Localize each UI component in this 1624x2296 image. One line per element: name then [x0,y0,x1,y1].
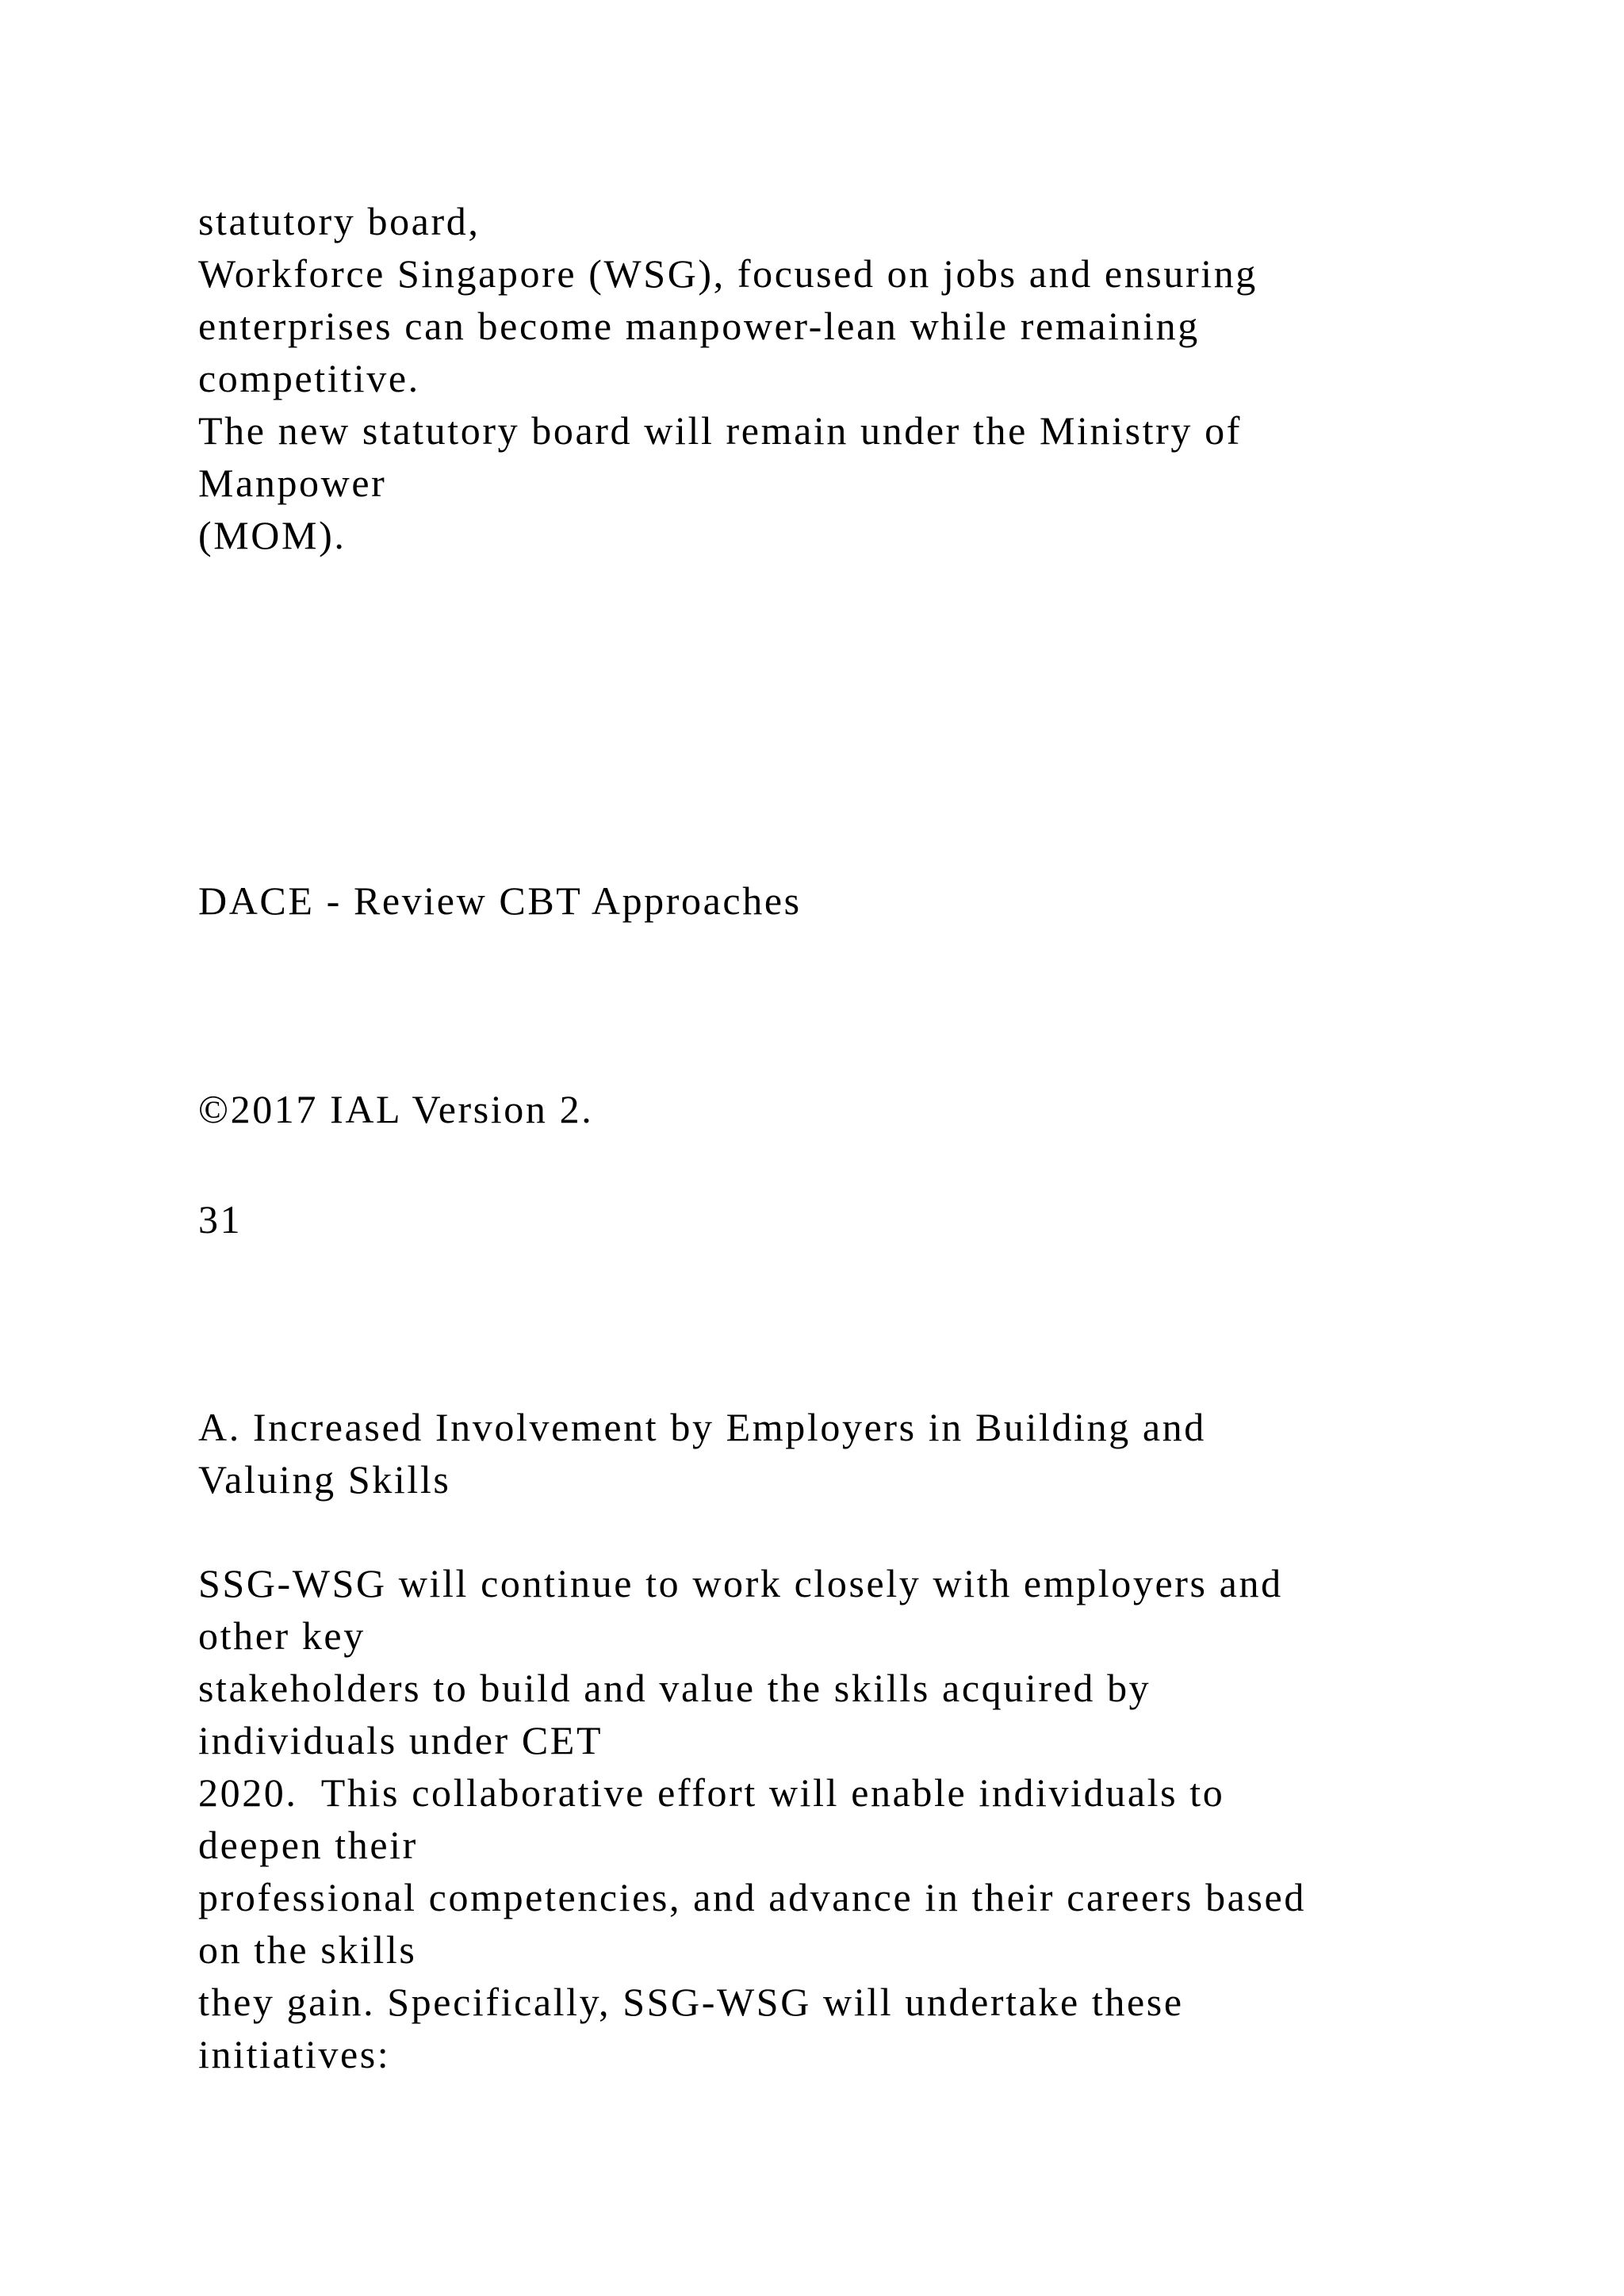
body-line: 2020. This collaborative effort will enable individuals to [198,1770,1225,1815]
body-line: deepen their [198,1823,418,1867]
body-line: professional competencies, and advance in their careers based [198,1875,1306,1919]
slide-title: DACE - Review CBT Approaches [198,878,802,923]
body-line: SSG-WSG will continue to work closely with employers and [198,1561,1283,1605]
text-line: Workforce Singapore (WSG), focused on jobs and ensuring [198,251,1258,296]
text-line: The new statutory board will remain under the Ministry of [198,408,1242,453]
body-line: other key [198,1613,366,1658]
text-line: Manpower [198,461,387,505]
section-heading: A. Increased Involvement by Employers in Building and [198,1405,1206,1449]
section-heading: Valuing Skills [198,1457,451,1502]
copyright-text: ©2017 IAL Version 2. [198,1087,594,1131]
body-line: they gain. Specifically, SSG-WSG will undertake these [198,1980,1184,2024]
body-line: stakeholders to build and value the skills acquired by [198,1666,1151,1710]
body-line: initiatives: [198,2032,391,2076]
text-line: competitive. [198,356,420,400]
text-line: enterprises can become manpower-lean while remaining [198,304,1200,348]
text-line: (MOM). [198,513,347,557]
body-line: individuals under CET [198,1718,603,1762]
page-number: 31 [198,1197,243,1242]
body-line: on the skills [198,1927,417,1972]
text-line: statutory board, [198,199,481,243]
